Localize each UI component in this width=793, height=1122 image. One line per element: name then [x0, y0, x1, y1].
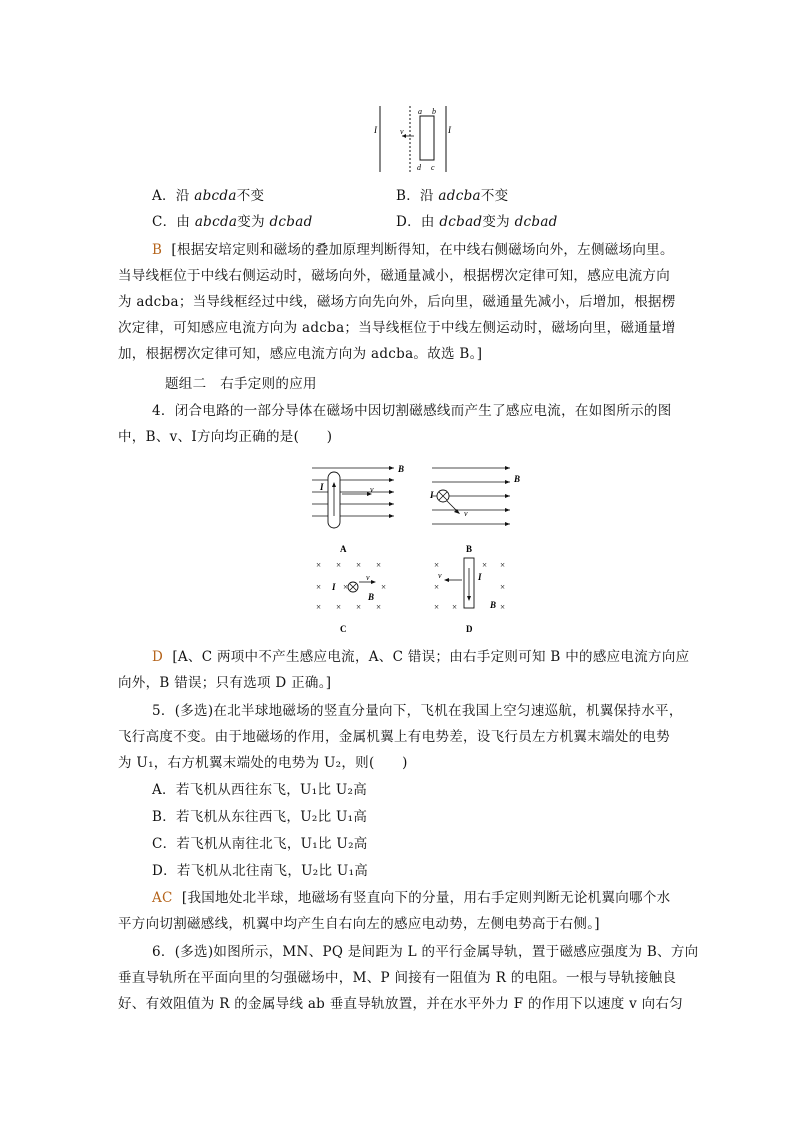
corner-b-label: b [432, 107, 436, 116]
svg-text:×: × [434, 582, 440, 592]
svg-text:×: × [343, 582, 349, 592]
option-suffix: 不变 [480, 188, 509, 204]
q4-explanation-line-2: 向外，B 错误；只有选项 D 正确。] [118, 675, 332, 691]
svg-text:×: × [452, 602, 458, 612]
q5-stem-line-3: 为 U₁，右方机翼末端处的电势为 U₂，则( ) [118, 755, 408, 771]
svg-text:×: × [356, 560, 362, 570]
svg-text:×: × [376, 560, 382, 570]
q5-option-d[interactable]: D．若飞机从北往南飞，U₂比 U₁高 [152, 863, 369, 879]
corner-a-label: a [418, 107, 422, 116]
svg-text:×: × [500, 582, 506, 592]
option-term: dcbad [439, 214, 483, 230]
panel-d-velocity-label: v [438, 571, 442, 580]
q6-stem-line-3: 好、有效阻值为 R 的金属导线 ab 垂直导轨放置，并在水平外力 F 的作用下以速度 v 向右匀 [118, 996, 684, 1012]
svg-text:×: × [376, 602, 382, 612]
q4-figure [306, 460, 526, 636]
q5-option-c[interactable]: C．若飞机从南往北飞，U₁比 U₂高 [152, 836, 368, 852]
option-letter: D．由 [396, 214, 440, 230]
panel-d-caption: D [466, 624, 473, 634]
svg-text:×: × [356, 602, 362, 612]
q5-answer-line [152, 888, 670, 908]
q5-explanation-line-2: 平方向切割磁感线，机翼中均产生自右向左的感应电动势，左侧电势高于右侧。] [118, 916, 600, 932]
option-mid: 变为 [482, 214, 515, 230]
q4-stem-line-2: 中，B、v、I方向均正确的是( ) [118, 429, 333, 445]
option-letter: C．由 [152, 214, 195, 230]
panel-d [434, 558, 505, 634]
option-term: abcda [194, 188, 237, 204]
svg-text:×: × [500, 560, 506, 570]
corner-c-label: c [431, 163, 435, 172]
svg-text:×: × [434, 560, 440, 570]
svg-text:×: × [500, 602, 506, 612]
q4-stem-line-1: 4．闭合电路的一部分导体在磁场中因切割磁感线而产生了感应电流，在如图所示的图 [152, 403, 672, 419]
panel-c-field-label: B [368, 592, 375, 602]
panel-a-field-label: B [398, 464, 405, 474]
svg-text:×: × [434, 602, 440, 612]
panel-b [429, 466, 520, 554]
q3-explanation-line-5: 加，根据楞次定律可知，感应电流方向为 adcba。故选 B。] [118, 346, 483, 362]
option-mid: 变为 [237, 214, 270, 230]
svg-text:×: × [336, 560, 342, 570]
panel-a-velocity-label: v [370, 485, 374, 494]
q3-answer-line [152, 240, 674, 260]
q6-stem-line-1: 6．(多选)如图所示，MN、PQ 是间距为 L 的平行金属导轨，置于磁感应强度为 B、方向 [152, 944, 699, 960]
q5-option-a[interactable]: A．若飞机从西往东飞，U₁比 U₂高 [152, 782, 368, 798]
panel-b-current-label: I [430, 490, 434, 500]
figure-wire-and-loop [366, 104, 456, 176]
q3-option-d[interactable] [396, 212, 558, 232]
svg-text:×: × [316, 602, 322, 612]
panel-c-velocity-label: v [366, 573, 370, 582]
q4-explanation-line-1: [A、C 两项中不产生感应电流，A、C 错误；由右手定则可知 B 中的感应电流方向应 [172, 649, 690, 665]
q5-option-b[interactable]: B．若飞机从东往西飞，U₂比 U₁高 [152, 809, 368, 825]
q5-stem-line-1: 5．(多选)在北半球地磁场的竖直分量向下，飞机在我国上空匀速巡航，机翼保持水平， [152, 703, 683, 719]
q3-explanation-line-2: 当导线框位于中线右侧运动时，磁场向外，磁通量减小，根据楞次定律可知，感应电流方向 [118, 268, 670, 284]
panel-a-current-label: I [320, 482, 324, 492]
panel-a-caption: A [340, 544, 347, 554]
q3-explanation-line-1: [根据安培定则和磁场的叠加原理判断得知，在中线右侧磁场向外，左侧磁场向里。 [171, 242, 674, 258]
option-term: abcda [194, 214, 238, 230]
panel-b-caption: B [466, 544, 473, 554]
q5-explanation-line-1: [我国地处北半球，地磁场有竖直向下的分量，用右手定则判断无论机翼向哪个水 [181, 890, 671, 906]
corner-d-label: d [417, 163, 421, 172]
q4-answer-line [152, 647, 689, 667]
option-letter: A．沿 [152, 188, 195, 204]
wire-right-current-label: I [448, 125, 451, 135]
velocity-label: v [400, 127, 404, 136]
option-term: dcbad [269, 214, 313, 230]
option-letter: B．沿 [396, 188, 439, 204]
q3-option-c[interactable] [152, 212, 313, 232]
panel-c-current-label: I [332, 582, 336, 592]
svg-text:×: × [316, 560, 322, 570]
wire-left-current-label: I [374, 125, 377, 135]
section-title: 题组二 右手定则的应用 [165, 376, 317, 392]
panel-a [312, 464, 404, 554]
panel-b-velocity-label: v [464, 509, 468, 518]
panel-b-field-label: B [514, 474, 521, 484]
option-term: dcbad [514, 214, 558, 230]
svg-text:×: × [381, 582, 387, 592]
q3-option-a[interactable] [152, 186, 264, 206]
q3-explanation-line-4: 次定律，可知感应电流方向为 adcba；当导线框位于中线左侧运动时，磁场向里，磁通量增 [118, 320, 676, 336]
q3-answer: B [152, 242, 163, 258]
q3-explanation-line-3: 为 adcba；当导线框经过中线，磁场方向先向外，后向里，磁通量先减小，后增加，根据楞 [118, 294, 676, 310]
svg-text:×: × [316, 582, 322, 592]
svg-text:×: × [336, 602, 342, 612]
q4-answer: D [152, 649, 164, 665]
q5-answer: AC [152, 890, 173, 906]
q3-option-b[interactable] [396, 186, 508, 206]
panel-c [316, 560, 386, 634]
panel-c-caption: C [340, 624, 347, 634]
panel-d-field-label: B [490, 600, 497, 610]
panel-d-current-label: I [478, 572, 482, 582]
option-term: adcba [438, 188, 481, 204]
svg-text:×: × [482, 560, 488, 570]
q6-stem-line-2: 垂直导轨所在平面向里的匀强磁场中，M、P 间接有一阻值为 R 的电阻。一根与导轨接触良 [118, 970, 677, 986]
q5-stem-line-2: 飞行高度不变。由于地磁场的作用，金属机翼上有电势差，设飞行员左方机翼末端处的电势 [118, 729, 670, 745]
option-suffix: 不变 [236, 188, 265, 204]
